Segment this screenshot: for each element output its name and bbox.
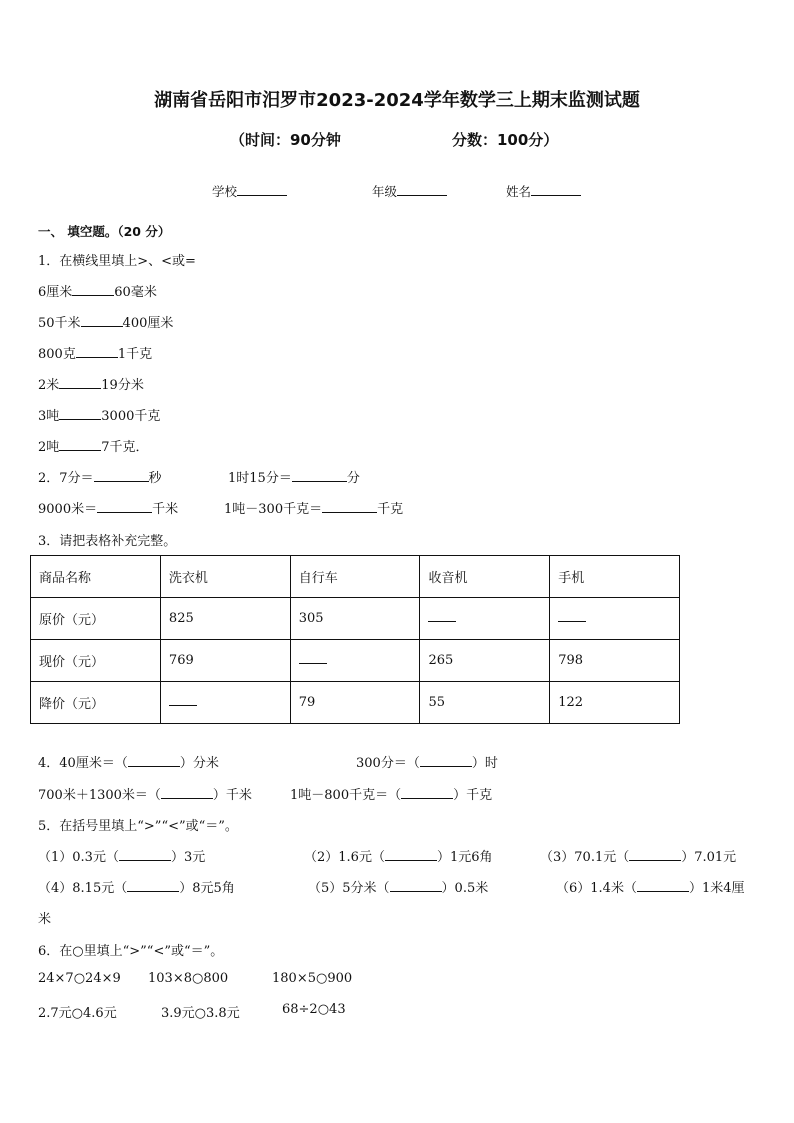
table-cell: 798 [550,640,680,682]
q3-prompt: 3．请把表格补充完整。 [38,534,177,549]
page-title: 湖南省岳阳市汨罗市2023-2024学年数学三上期末监测试题 [154,90,640,111]
q6-prompt: 6．在○里填上“>”“<”或“＝”。 [38,944,224,959]
table-cell: 收音机 [420,556,550,598]
q1-prompt: 1．在横线里填上>、<或= [38,254,196,269]
q1-item: 50千米 400厘米 [38,316,174,331]
q1-item: 800克 1千克 [38,347,153,362]
table-cell: 商品名称 [31,556,161,598]
table-row [31,640,680,682]
table-cell: 手机 [550,556,680,598]
name-field: 姓名 [506,182,581,200]
table-cell: 降价（元） [31,682,161,724]
table-cell: 55 [420,682,550,724]
table-header-row [31,556,680,598]
price-table [30,555,680,724]
table-blank-cell [160,682,290,724]
q1-item: 2吨 7千克． [38,440,149,455]
table-cell: 79 [290,682,420,724]
exam-page: 湖南省岳阳市汨罗市2023-2024学年数学三上期末监测试题 （时间：90分钟 分数：100分） 学校 年级 姓名 一、 填空题。（20 分） 1．在横线里填上>、<或= 6厘米 60毫米 50千米 400厘米 800克 1千克 2米 19分米 3吨 3000千克 2吨 7千克． 2．7分＝ 秒 1时15分＝ 分 9000米＝ 千米 1吨－300千克＝ 千克 3．请把表格补充完整。 商品名称 洗衣机 自行车 收音机 手机 原价（元） 825 305 现价（元） 769 265 798 降价（元） 79 55 122 4．40厘米＝（ ）分米 300分＝（ ）时 700米＋1300米＝（ ）千米 1吨－800千克＝（ ）千克 5．在括号里填上“>”“<”或“＝”。 （1）0.3元（ ）3元 （2）1.6元（ ）1元6角 （3）70.1元（ ）7.01元 （4）8.15元（ ）8元5角 （5）5分米（ ）0.5米 （6）1.4米（ ）1米4厘 米 6．在○里填上“>”“<”或“＝”。 24×7○24×9 103×8○800 180×5○900 2.7元○4.6元 3.9元○3.8元 68÷2○43 [0,0,794,1123]
table-cell: 122 [550,682,680,724]
table-cell: 原价（元） [31,598,161,640]
table-cell: 265 [420,640,550,682]
section-title: 一、 填空题。（20 分） [38,224,171,239]
table-cell: 洗衣机 [160,556,290,598]
school-field: 学校 [212,182,287,200]
table-cell: 305 [290,598,420,640]
exam-score: 分数：100分） [452,131,559,149]
table-blank-cell [420,598,550,640]
table-cell: 825 [160,598,290,640]
q1-item: 6厘米 60毫米 [38,285,157,300]
table-cell: 现价（元） [31,640,161,682]
q5-prompt: 5．在括号里填上“>”“<”或“＝”。 [38,819,238,834]
table-blank-cell [290,640,420,682]
grade-field: 年级 [372,182,447,200]
table-row [31,598,680,640]
q1-item: 2米 19分米 [38,378,144,393]
table-blank-cell [550,598,680,640]
table-cell: 自行车 [290,556,420,598]
q5-wrap: 米 [38,912,52,927]
table-cell: 769 [160,640,290,682]
q1-item: 3吨 3000千克 [38,409,161,424]
table-row [31,682,680,724]
exam-time: （时间：90分钟 [230,131,341,149]
